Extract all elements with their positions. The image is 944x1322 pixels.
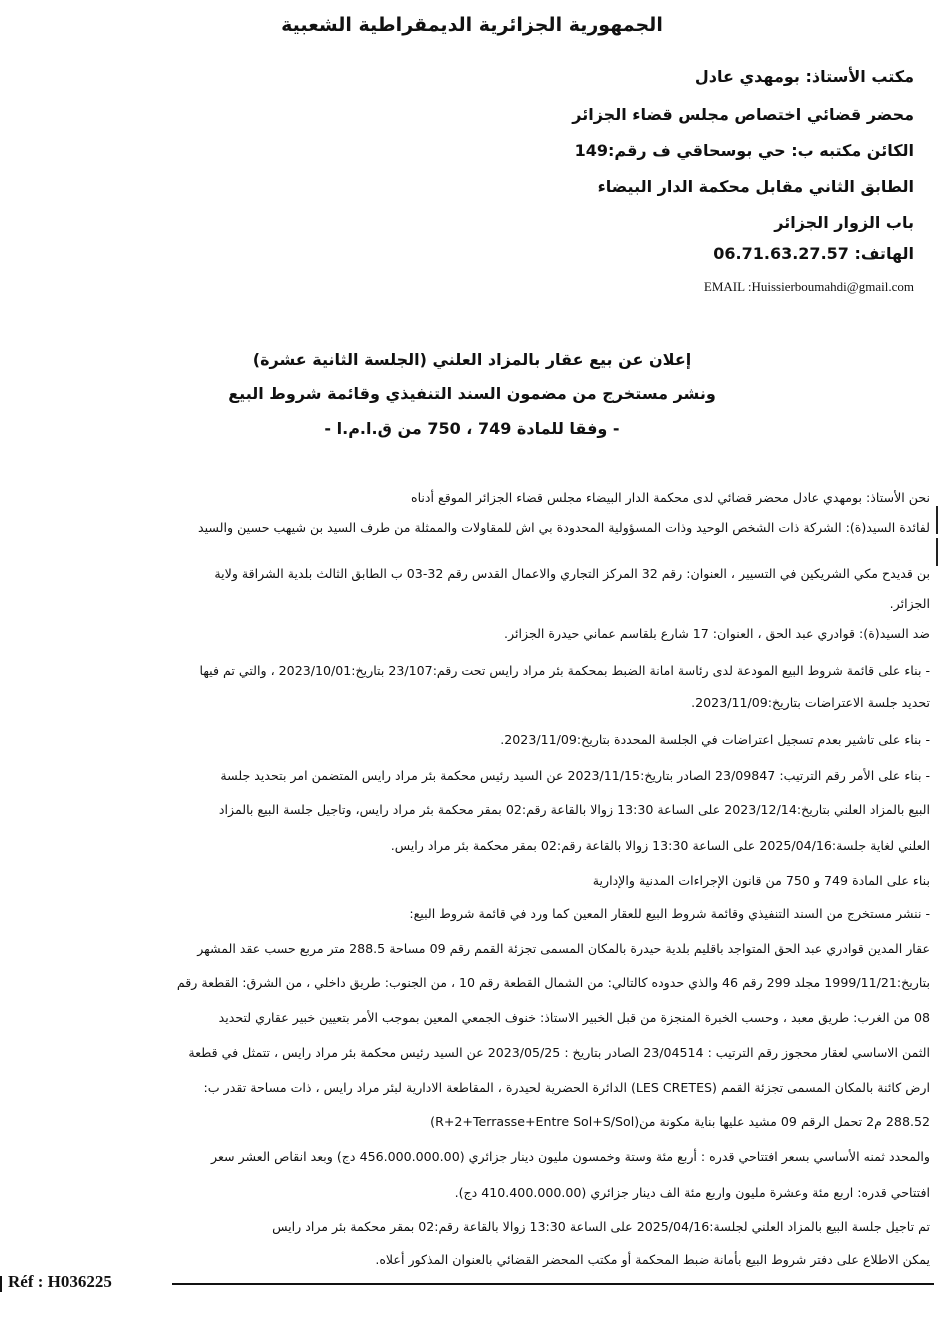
body-line: - بناء على قائمة شروط البيع المودعة لدى رئاسة امانة الضبط بمحكمة بئر مراد رايس تحت رقم:23/107 بتاريخ:2023/10/01 ، والتي تم فيها	[199, 663, 930, 678]
body-line: 288.52 م2 تحمل الرقم 09 مشيد عليها بناية مكونة من(R+2+Terrasse+Entre Sol+S/Sol)	[430, 1114, 930, 1129]
announcement-legal-basis: - وفقا للمادة 749 ، 750 من ق.ا.م.ا -	[324, 419, 620, 438]
body-line: بناء على المادة 749 و 750 من قانون الإجراءات المدنية والإدارية	[592, 873, 930, 888]
body-line: بتاريخ:1999/11/21 مجلد 299 رقم 46 والذي حدوده كالتالي: من الشمال القطعة رقم 10 ، من الجنوب: طريق داخلي ، من الشرق: القطعة رقم	[176, 975, 930, 990]
office-district: باب الزوار الجزائر	[774, 213, 914, 232]
body-line: - بناء على الأمر رقم الترتيب: 23/09847 الصادر بتاريخ:2023/11/15 عن السيد رئيس محكمة بئر مراد رايس المتضمن امر بتحديد جلسة	[220, 768, 930, 783]
office-phone: الهاتف: 06.71.63.27.57	[713, 244, 914, 263]
body-line: - بناء على تاشير بعدم تسجيل اعتراضات في الجلسة المحددة بتاريخ:2023/11/09.	[500, 732, 930, 747]
republic-title: الجمهورية الجزائرية الديمقراطية الشعبية	[281, 14, 663, 36]
body-line: بن قديدح مكي الشريكين في التسيير ، العنوان: رقم 32 المركز التجاري والاعمال القدس رقم 32-03 ب الطابق الثالث بلدية الشراقة ولاية	[214, 566, 930, 581]
body-line: والمحدد ثمنه الأساسي بسعر افتتاحي قدره : أربع مئة وستة وخمسون مليون دينار جزائري (456.000.000.00 دج) وبعد انقاص العشر سعر	[211, 1149, 930, 1164]
body-line: 08 من الغرب: طريق معبد ، وحسب الخبرة المنجزة من قبل الخبير الاستاذ: خنوف الجمعي المعين بموجب الأمر بتعيين خبير عقاري لتحديد	[218, 1010, 930, 1025]
office-role: محضر قضائي اختصاص مجلس قضاء الجزائر	[572, 105, 914, 124]
body-line: لفائدة السيد(ة): الشركة ذات الشخص الوحيد وذات المسؤولية المحدودة بي اش للمقاولات والممثلة من طرف السيد بن شيهب حسين والسيد	[198, 520, 930, 535]
body-line: تحديد جلسة الاعتراضات بتاريخ:2023/11/09.	[691, 695, 930, 710]
reference-number: Réf : H036225	[8, 1272, 112, 1291]
body-line: العلني لغاية جلسة:2025/04/16 على الساعة 13:30 زوالا بالقاعة رقم:02 بمقر محكمة بئر مراد رايس.	[390, 838, 930, 853]
office-name: مكتب الأستاذ: بومهدي عادل	[694, 67, 914, 86]
announcement-subtitle: ونشر مستخرج من مضمون السند التنفيذي وقائمة شروط البيع	[228, 384, 716, 403]
body-line: البيع بالمزاد العلني بتاريخ:2023/12/14 على الساعة 13:30 زوالا بالقاعة رقم:02 بمقر محكمة بئر مراد رايس، وتاجيل جلسة البيع بالمزاد	[218, 802, 930, 817]
body-line: عقار المدين قوادري عبد الحق المتواجد باقليم بلدية حيدرة بالمكان المسمى تجزئة القمم رقم 09 مساحة 288.5 متر مربع حسب عقد المشهر	[197, 941, 930, 956]
body-line: يمكن الاطلاع على دفتر شروط البيع بأمانة ضبط المحكمة أو مكتب المحضر القضائي بالعنوان المذكور أعلاه.	[375, 1252, 930, 1267]
scan-edge-mark	[936, 506, 944, 534]
body-line: الثمن الاساسي لعقار محجوز رقم الترتيب : 23/04514 الصادر بتاريخ : 2023/05/25 عن السيد رئيس محكمة بئر مراد رايس ، تتمثل في قطعة	[188, 1045, 930, 1060]
office-floor: الطابق الثاني مقابل محكمة الدار البيضاء	[597, 177, 914, 196]
office-email: EMAIL :Huissierboumahdi@gmail.com	[703, 279, 914, 294]
body-line: تم تاجيل جلسة البيع بالمزاد العلني لجلسة:2025/04/16 على الساعة 13:30 زوالا بالقاعة رقم:02 بمقر محكمة بئر مراد رايس	[272, 1219, 930, 1234]
body-line: افتتاحي قدره: اربع مئة وعشرة مليون واربع مئة الف دينار جزائري (410.400.000.00 دج).	[454, 1185, 930, 1200]
announcement-title: إعلان عن بيع عقار بالمزاد العلني (الجلسة الثانية عشرة)	[252, 350, 692, 369]
office-address: الكائن مكتبه ب: حي بوسحاقي ف رقم:149	[574, 141, 914, 160]
body-line: - ننشر مستخرج من السند التنفيذي وقائمة شروط البيع للعقار المعين كما ورد في قائمة شروط البيع:	[409, 906, 930, 921]
body-line: ارض كائنة بالمكان المسمى تجزئة القمم (LES CRETES) الدائرة الحضرية لحيدرة ، المقاطعة الادارية لبئر مراد رايس ، ذات مساحة تقدر ب:	[203, 1080, 930, 1095]
body-line: ضد السيد(ة): قوادري عبد الحق ، العنوان: 17 شارع بلقاسم عماني حيدرة الجزائر.	[504, 626, 930, 641]
body-line: نحن الأستاذ: بومهدي عادل محضر قضائي لدى محكمة الدار البيضاء مجلس قضاء الجزائر الموقع أدناه	[410, 490, 930, 505]
body-line: الجزائر.	[889, 596, 930, 611]
scan-edge-mark	[936, 538, 944, 566]
footer-divider	[172, 1283, 934, 1285]
